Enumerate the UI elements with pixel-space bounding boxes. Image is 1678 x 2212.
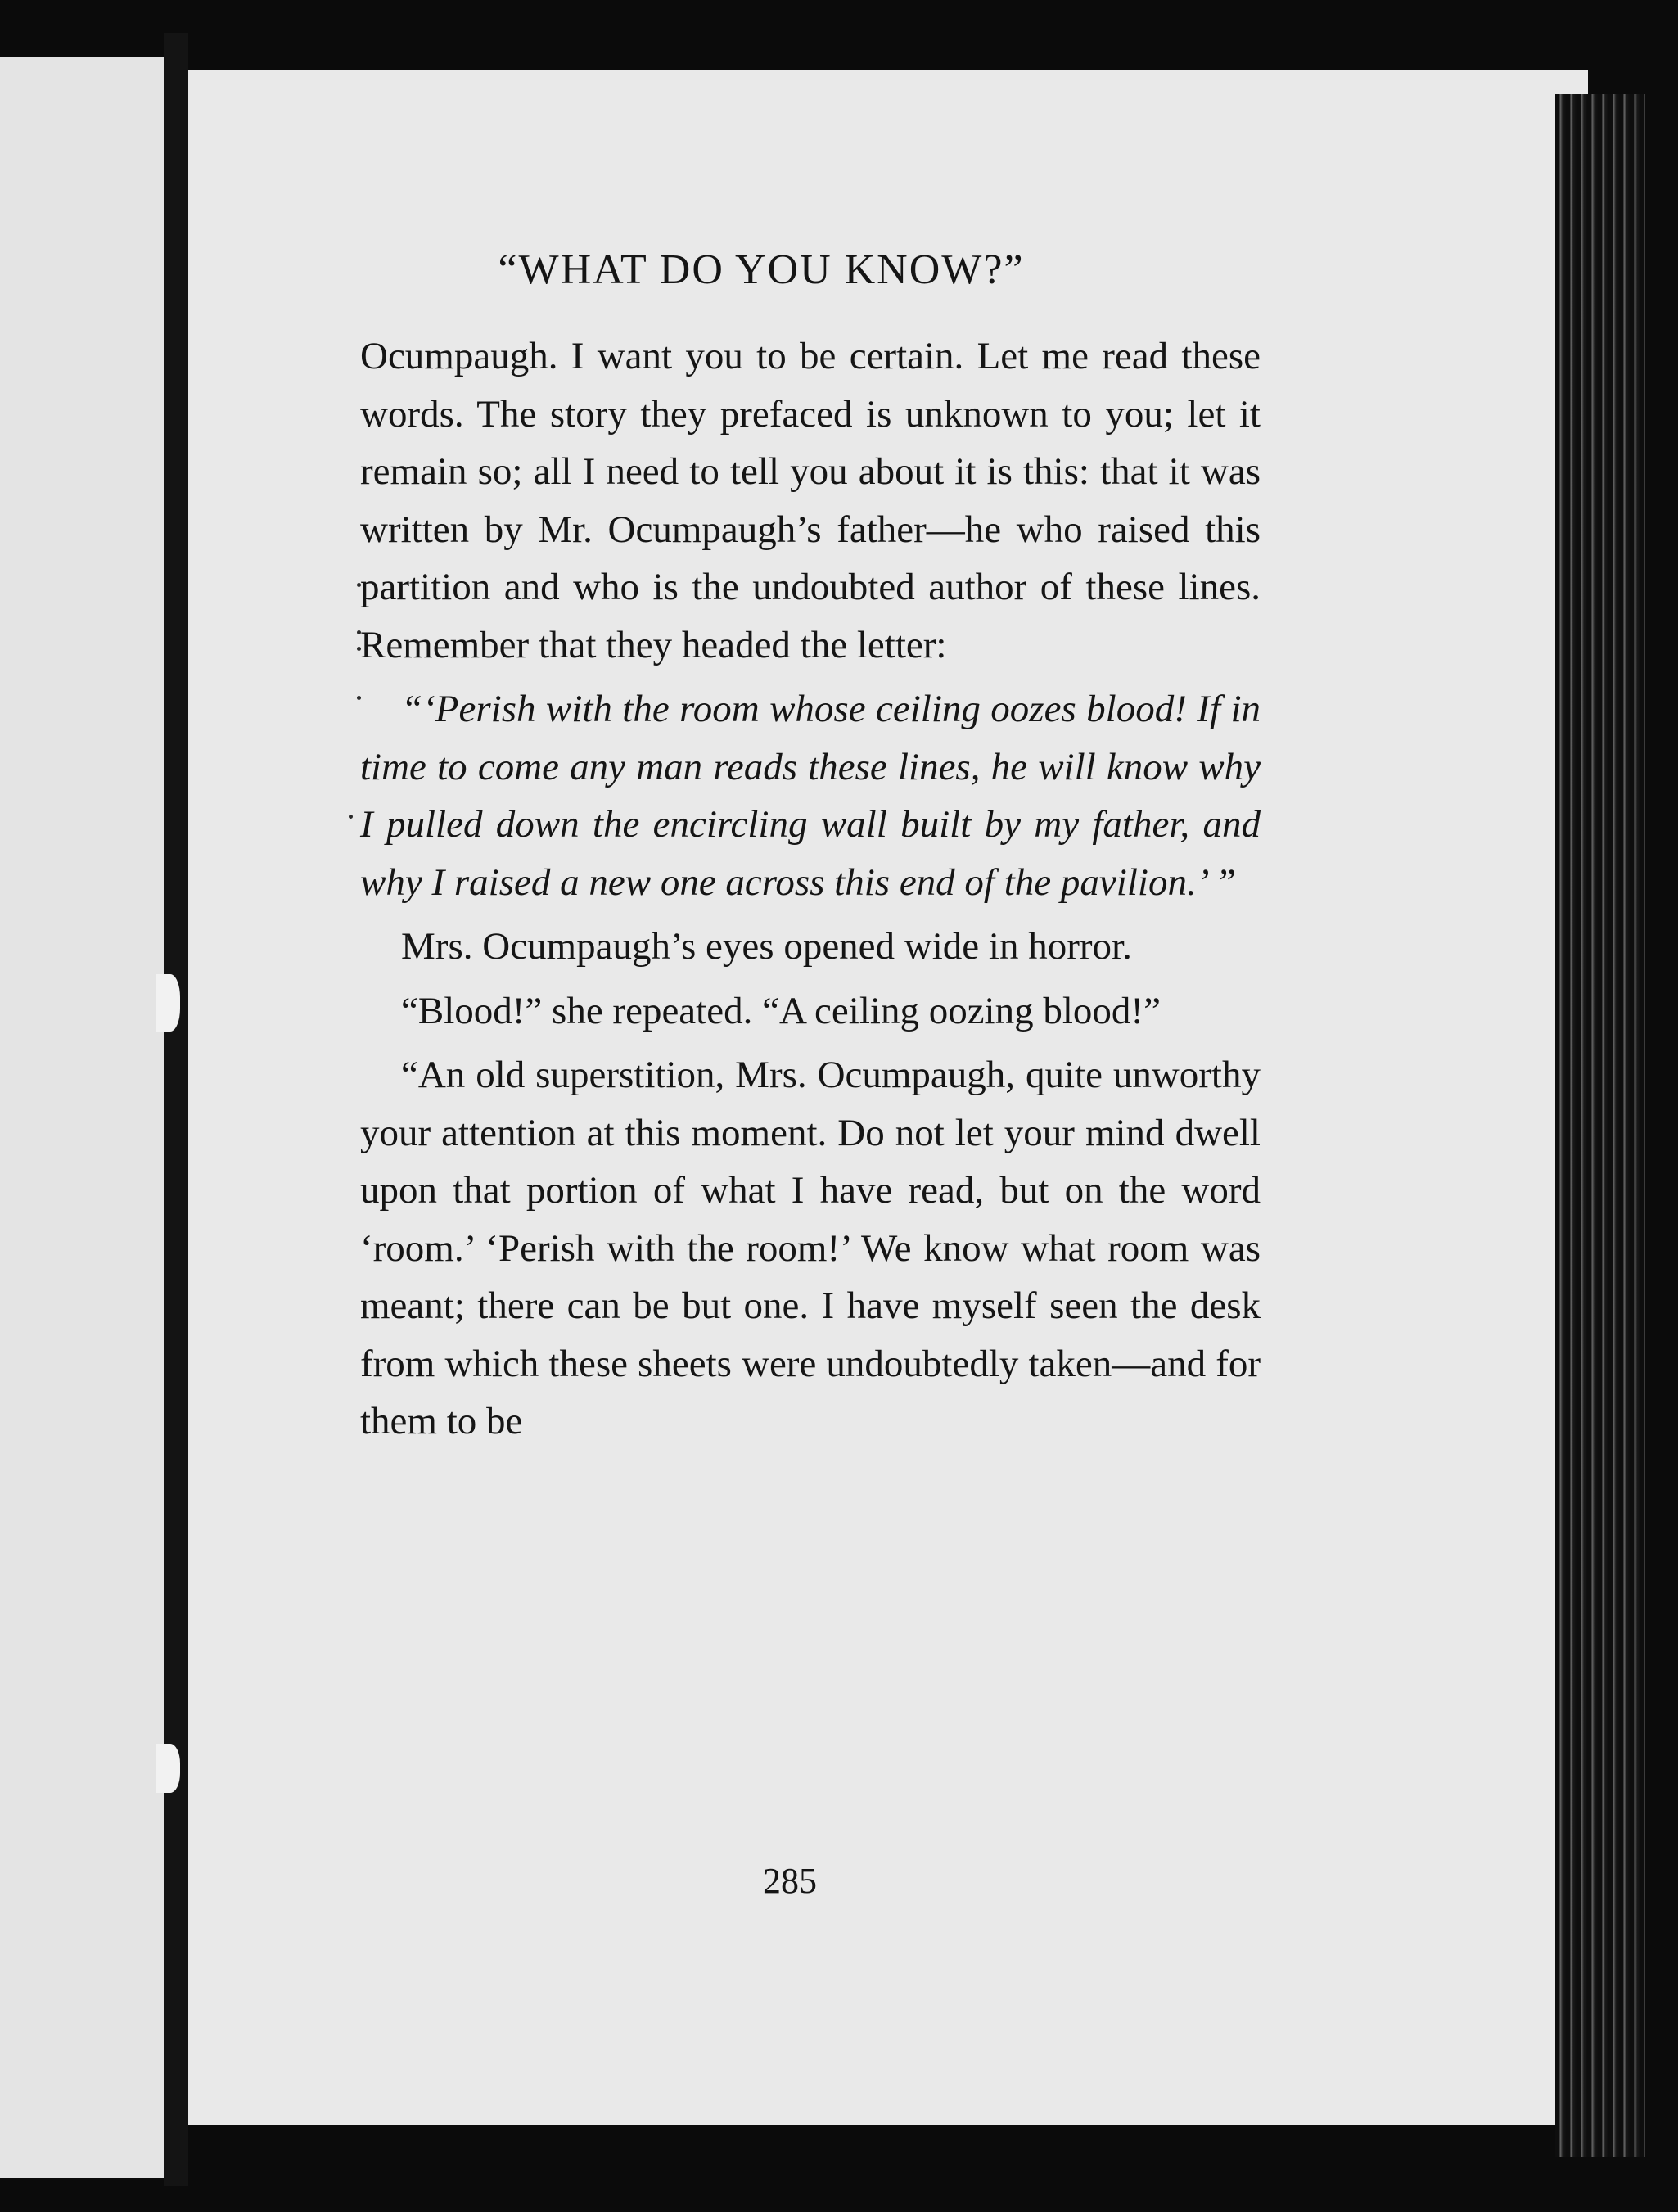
facing-page-edge <box>0 57 164 2178</box>
body-text <box>360 327 1261 1457</box>
page-number: 285 <box>763 1861 817 1901</box>
gutter-notch <box>156 974 180 1032</box>
running-header: “WHAT DO YOU KNOW?” <box>498 246 1025 293</box>
paragraph: “An old superstition, Mrs. Ocumpaugh, quite unworthy your attention at this moment. Do not let your mind dwell upon that portion of what I have read, but on the word ‘room.’ ‘Perish with the room!’ We know what room was meant; there can be but one. I have myself seen the desk from which these sheets were undoubtedly taken—and for them to be <box>360 1054 1261 1442</box>
book-gutter <box>164 33 188 2186</box>
gutter-notch <box>156 1744 180 1793</box>
paragraph: Mrs. Ocumpaugh’s eyes opened wide in horror. <box>401 925 1132 968</box>
paragraph: “Blood!” she repeated. “A ceiling oozing blood!” <box>401 989 1161 1032</box>
paragraph: Ocumpaugh. I want you to be certain. Let me read these words. The story they prefaced is unknown to you; let it remain so; all I need to tell you about it is this: that it was written by Mr. Ocumpaugh’s father—he who raised this partition and who is the undoubted author of these lines. Remember that they headed the letter: <box>360 335 1261 666</box>
page-fore-edge <box>1555 94 1645 2157</box>
margin-mark <box>349 815 353 819</box>
quoted-paragraph: “‘Perish with the room whose ceiling oozes blood! If in time to come any man reads these lines, he will know why I pulled down the encircling wall built by my father, and why I raised a new one across this end of the pavilion.’ ” <box>360 688 1261 904</box>
